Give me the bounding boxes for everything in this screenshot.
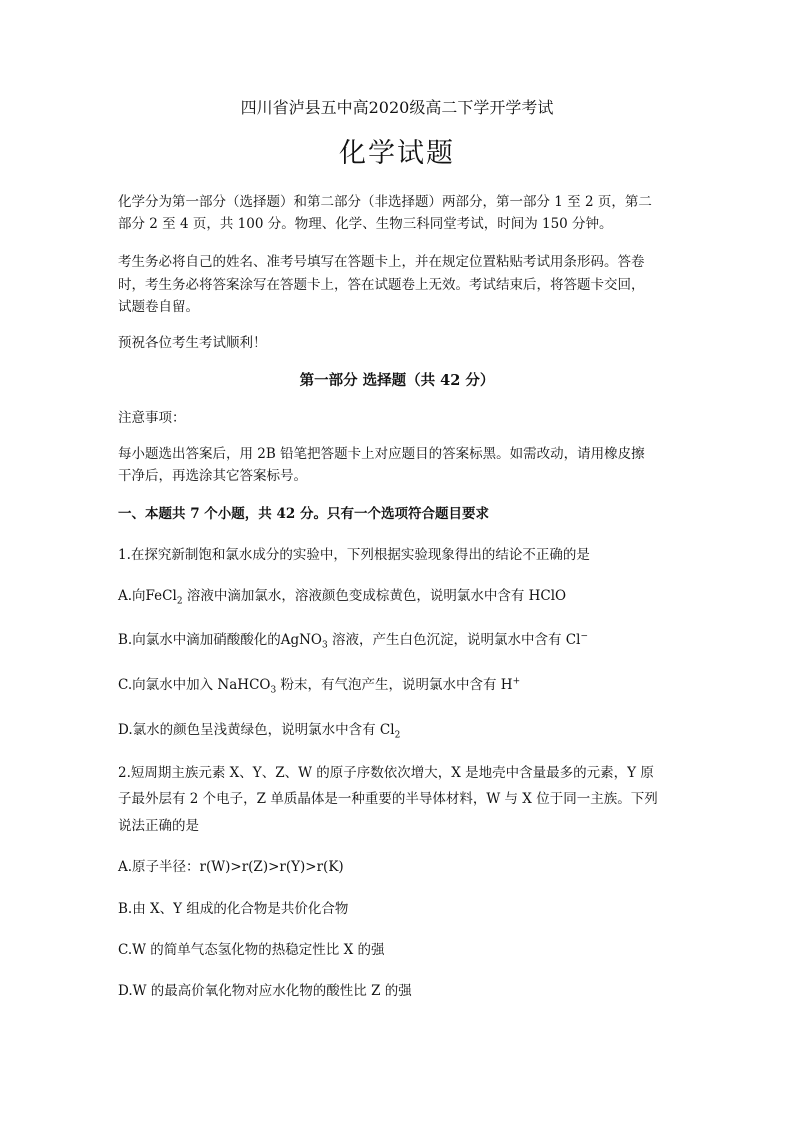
q2-option-b: B.由 X、Y 组成的化合物是共价化合物 [118, 901, 349, 917]
q1-option-b: B.向氯水中滴加硝酸酸化的AgNO$_3$ 溶液，产生白色沉淀，说明氯水中含有 Cl− [118, 631, 588, 651]
q1-option-c: C.向氯水中加入 NaHCO$_3$ 粉末，有气泡产生，说明氯水中含有 H+ [118, 676, 521, 696]
notes-label: 注意事项： [118, 410, 186, 426]
q2-option-d: D.W 的最高价氧化物对应水化物的酸性比 Z 的强 [118, 983, 412, 999]
instructions-line-2: 时，考生务必将答案涂写在答题卡上，答在试题卷上无效。考试结束后，将答题卡交回， [118, 277, 645, 293]
instructions-line-1: 考生务必将自己的姓名、准考号填写在答题卡上，并在规定位置粘贴考试用条形码。答卷 [118, 254, 645, 270]
wish-text: 预祝各位考生考试顺利！ [118, 335, 267, 351]
q2-stem-line-2: 子最外层有 2 个电子，Z 单质晶体是一种重要的半导体材料，W 与 X 位于同一主族。下列 [118, 791, 658, 807]
q2-stem-line-1: 2.短周期主族元素 X、Y、Z、W 的原子序数依次增大，X 是地壳中含量最多的元素，Y 原 [118, 765, 654, 781]
instructions-line-3: 试题卷自留。 [118, 299, 199, 315]
q2-stem-line-3: 说法正确的是 [118, 818, 199, 834]
intro-line-2: 部分 2 至 4 页，共 100 分。物理、化学、生物三科同堂考试，时间为 150 分钟。 [118, 216, 613, 232]
q1-stem: 1.在探究新制饱和氯水成分的实验中，下列根据实验现象得出的结论不正确的是 [118, 547, 590, 563]
intro-line-1: 化学分为第一部分（选择题）和第二部分（非选择题）两部分，第一部分 1 至 2 页，第二 [118, 194, 652, 210]
exam-title: 四川省泸县五中高2020级高二下学开学考试 [240, 98, 554, 117]
notes-line-2: 干净后，再选涂其它答案标号。 [118, 468, 307, 484]
subject-title: 化学试题 [339, 138, 455, 169]
notes-line-1: 每小题选出答案后，用 2B 铅笔把答题卡上对应题目的答案标黑。如需改动，请用橡皮擦 [118, 446, 645, 462]
q1-option-a: A.向FeCl$_2$ 溶液中滴加氯水，溶液颜色变成棕黄色，说明氯水中含有 HClO [118, 588, 567, 607]
section1-heading: 一、本题共 7 个小题，共 42 分。只有一个选项符合题目要求 [118, 506, 489, 522]
q2-option-c: C.W 的简单气态氢化物的热稳定性比 X 的强 [118, 942, 385, 958]
q1-option-d: D.氯水的颜色呈浅黄绿色，说明氯水中含有 $Cl_2$ [118, 722, 401, 741]
part1-heading: 第一部分 选择题（共 42 分） [299, 372, 495, 389]
q2-option-a: A.原子半径：r(W)>r(Z)>r(Y)>r(K) [118, 859, 344, 875]
